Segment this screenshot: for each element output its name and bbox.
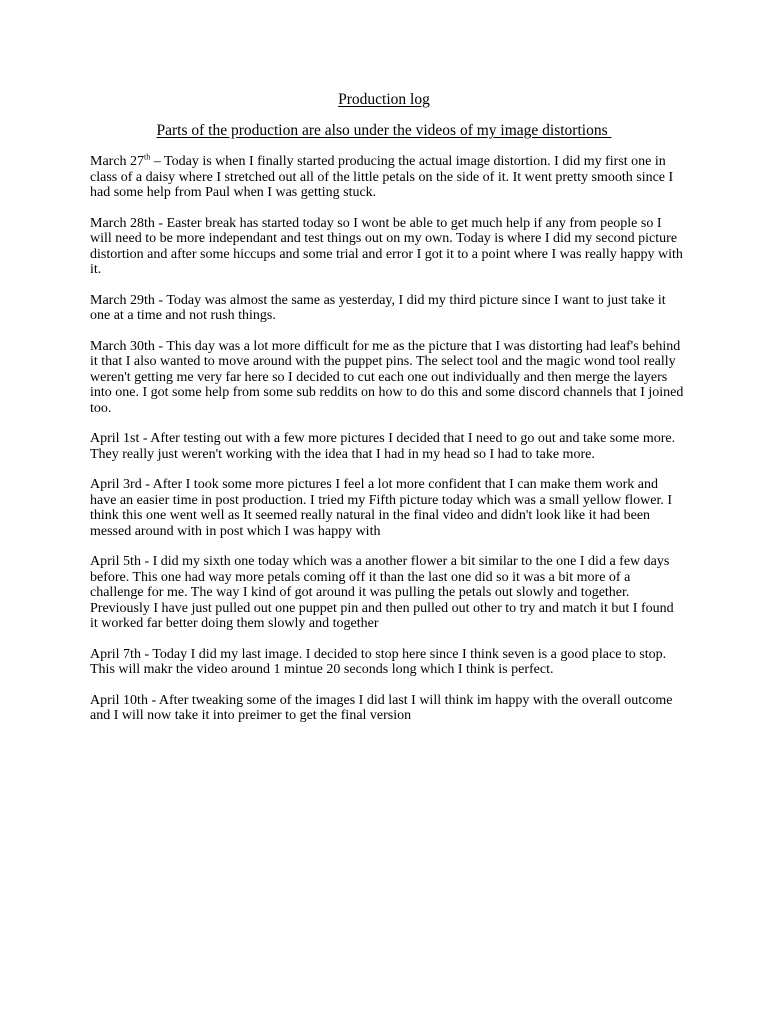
entry-date: March 27 — [90, 154, 145, 169]
log-body — [90, 154, 684, 739]
log-entry-march-30: March 30th - This day was a lot more difficult for me as the picture that I was distorting had leaf's behind it that I also wanted to move around with the puppet pins. The select tool and the magic wond tool really weren't getting me very far here so I decided to cut each one out individually and then merge the layers into one. I got some help from some sub reddits on how to do this and some discord channels that I joined too. — [90, 338, 684, 416]
log-entry-march-29: March 29th - Today was almost the same as yesterday, I did my third picture since I want to just take it one at a time and not rush things. — [90, 292, 666, 323]
page-subtitle: Parts of the production are also under the videos of my image distortions — [156, 122, 612, 139]
log-entry-april-1: April 1st - After testing out with a few more pictures I decided that I need to go out and take some more. They really just weren't working with the idea that I had in my head so I had to take more. — [90, 431, 676, 462]
page-title: Production log — [338, 91, 430, 108]
log-entry-april-7: April 7th - Today I did my last image. I decided to stop here since I think seven is a good place to stop. This will makr the video around 1 mintue 20 seconds long which I think is perfect. — [90, 646, 667, 677]
log-entry-april-10: April 10th - After tweaking some of the images I did last I will think im happy with the overall outcome and I will now take it into preimer to get the final version — [90, 692, 673, 723]
log-entry-march-27 — [90, 154, 684, 201]
entry-text: – Today is when I finally started producing the actual image distortion. I did my first one in class of a daisy where I stretched out all of the little petals on the side of it. It went pretty smooth since I had some help from Paul when I was getting stuck. — [90, 154, 674, 200]
date-ordinal-suffix: th — [144, 152, 151, 162]
log-entry-march-28: March 28th - Easter break has started today so I wont be able to get much help if any from people so I will need to be more independant and test things out on my own. Today is where I did my second picture distortion and after some hiccups and some trial and error I got it to a point where I was really happy with it. — [90, 215, 683, 277]
log-entry-april-3: April 3rd - After I took some more pictures I feel a lot more confident that I can make them work and have an easier time in post production. I tried my Fifth picture today which was a small yellow flower. I think this one went well as It seemed really natural in the final video and didn't look like it had been messed around with in post which I was happy with — [90, 477, 673, 539]
log-entry-april-5: April 5th - I did my sixth one today which was a another flower a bit similar to the one I did a few days before. This one had way more petals coming off it than the last one did so it was a bit more of a challenge for me. The way I kind of got around it was pulling the petals out slowly and together. Previously I have just pulled out one puppet pin and then pulled out other to try and match it but I found it worked far better doing them slowly and together — [90, 554, 674, 631]
